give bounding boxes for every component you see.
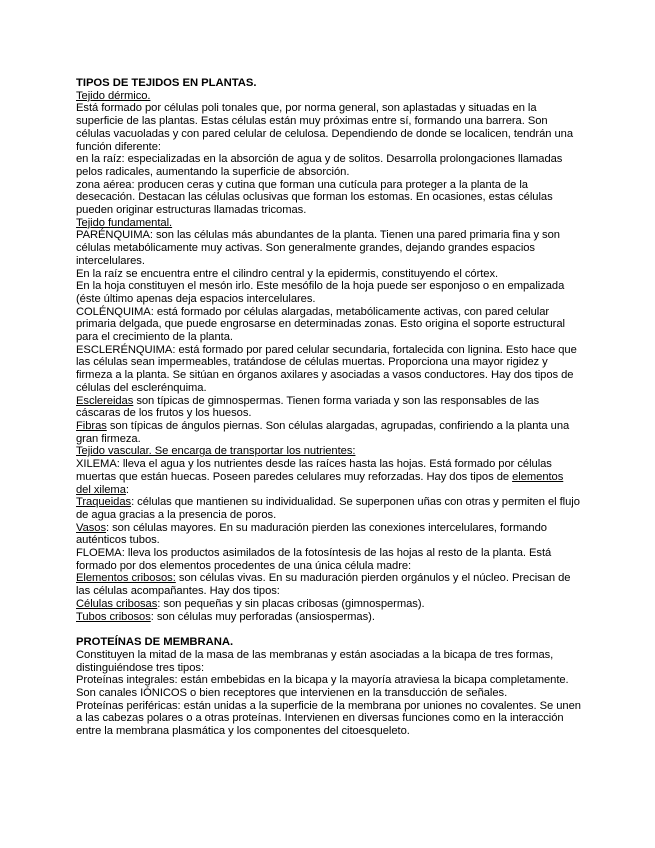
text-xilema-end: : xyxy=(125,483,129,496)
paragraph-dermico-aerea: zona aérea: producen ceras y cutina que forman una cutícula para proteger a la planta de la desecación. Destacan las células oclusivas que forman los estomas. En ocasiones, estas células pueden originar estructuras llamadas tricomas. xyxy=(76,178,553,217)
term-vasos: Vasos xyxy=(76,521,107,534)
text-xilema: XILEMA: lleva el agua y los nutrientes desde las raíces hasta las hojas. Está formado por células muertas que están huecas. Poseen paredes celulares muy reforzadas. Hay dos tipos de xyxy=(76,458,552,483)
paragraph-parenquima-hoja: En la hoja constituyen el mesón irlo. Este mesófilo de la hoja puede ser esponjoso o en empalizada (éste último apenas deja espacios intercelulares. xyxy=(76,280,565,305)
paragraph-fibras xyxy=(76,420,581,445)
section-title-proteinas: PROTEÍNAS DE MEMBRANA. xyxy=(76,636,234,649)
document-body xyxy=(76,77,581,738)
section-title-tejidos: TIPOS DE TEJIDOS EN PLANTAS. xyxy=(76,77,257,89)
paragraph-xilema xyxy=(76,458,581,496)
paragraph-dermico-intro: Está formado por células poli tonales que, por norma general, son aplastadas y situadas en la superficie de las plantas. Estas células están muy próximas entre sí, formando una barrera. Son células vacuoladas y con pared celular de celulosa. Dependiendo de donde se localicen, tendrán una función diferente: xyxy=(76,102,574,153)
term-esclereidas: Esclereidas xyxy=(76,394,134,407)
heading-tejido-vascular: Tejido vascular. Se encarga de transportar los nutrientes: xyxy=(76,445,356,458)
section-spacer xyxy=(76,623,581,636)
term-celulas-cribosas: Células cribosas xyxy=(76,597,158,610)
paragraph-proteinas-perifericas: Proteínas periféricas: están unidas a la superficie de la membrana por uniones no covalentes. Se unen a las cabezas polares o a otras proteínas. Intervienen en diversas funciones como en la interacción entre la membrana plasmática y los componentes del citoesqueleto. xyxy=(76,699,581,738)
text-elementos-cribosos: son células vivas. En su maduración pierden orgánulos y el núcleo. Precisan de las células acompañantes. Hay dos tipos: xyxy=(76,572,571,598)
paragraph-tubos-cribosos xyxy=(76,611,581,624)
paragraph-elementos-cribosos xyxy=(76,572,581,597)
paragraph-proteinas-integrales: Proteínas integrales: están embebidas en la bicapa y la mayoría atraviesa la bicapa completamente. Son canales IÓNICOS o bien receptores que intervienen en la transducción de señales. xyxy=(76,674,569,700)
term-traqueidas: Traqueidas xyxy=(76,496,132,509)
paragraph-esclereidas xyxy=(76,395,581,420)
text-vasos: : son células mayores. En su maduración pierden las conexiones intercelulares, formando auténticos tubos. xyxy=(76,521,547,547)
term-elementos-xilema: elementos del xilema xyxy=(76,470,564,496)
text-tubos-cribosos: : son células muy perforadas (ansiospermas). xyxy=(150,610,375,623)
text-celulas-cribosas: : son pequeñas y sin placas cribosas (gimnospermas). xyxy=(157,597,425,610)
paragraph-parenquima: PARÉNQUIMA: son las células más abundantes de la planta. Tienen una pared primaria fina y son células metabólicamente muy activas. Son generalmente grandes, dejando grandes espacios intercelulares. xyxy=(76,229,560,267)
heading-tejido-fundamental: Tejido fundamental. xyxy=(76,216,173,229)
paragraph-parenquima-raiz: En la raíz se encuentra entre el cilindro central y la epidermis, constituyendo el córtex. xyxy=(76,267,499,280)
paragraph-colenquima: COLÉNQUIMA: está formado por células alargadas, metabólicamente activas, con pared celular primaria delgada, que puede engrosarse en determinadas zonas. Esto origina el soporte estructural para el crecimiento de la planta. xyxy=(76,305,565,344)
paragraph-esclerenquima: ESCLERÉNQUIMA: está formado por pared celular secundaria, fortalecida con lignina. Esto hace que las células sean impermeables, tratándose de células muertas. Proporciona una mayor rigidez y firmeza a la planta. Se sitúan en órganos axilares y asociadas a vasos conductores. Hay dos tipos de células del esclerénquima. xyxy=(76,343,577,394)
text-esclereidas: son típicas de gimnospermas. Tienen forma variada y son las responsables de las cáscaras de los frutos y los huesos. xyxy=(76,394,540,420)
heading-tejido-dermico: Tejido dérmico. xyxy=(76,89,151,102)
term-tubos-cribosos: Tubos cribosos xyxy=(76,610,151,623)
term-fibras: Fibras xyxy=(76,419,107,432)
paragraph-traqueidas xyxy=(76,496,581,521)
paragraph-proteinas-intro: Constituyen la mitad de la masa de las membranas y están asociadas a la bicapa de tres formas, distinguiéndose tres tipos: xyxy=(76,648,554,674)
paragraph-floema: FLOEMA: lleva los productos asimilados de la fotosíntesis de las hojas al resto de la planta. Está formado por dos elementos procedentes de una única célula madre: xyxy=(76,547,552,572)
term-elementos-cribosos: Elementos cribosos: xyxy=(76,572,176,585)
text-traqueidas: : células que mantienen su individualidad. Se superponen uñas con otras y permiten el flujo de agua gracias a la presencia de poros. xyxy=(76,496,580,521)
text-fibras: son típicas de ángulos piernas. Son células alargadas, agrupadas, confiriendo a la planta una gran firmeza. xyxy=(76,419,570,445)
paragraph-dermico-raiz: en la raíz: especializadas en la absorción de agua y de solitos. Desarrolla prolongaciones llamadas pelos radicales, aumentando la superficie de absorción. xyxy=(76,153,563,178)
paragraph-celulas-cribosas xyxy=(76,598,581,611)
paragraph-vasos xyxy=(76,522,581,547)
